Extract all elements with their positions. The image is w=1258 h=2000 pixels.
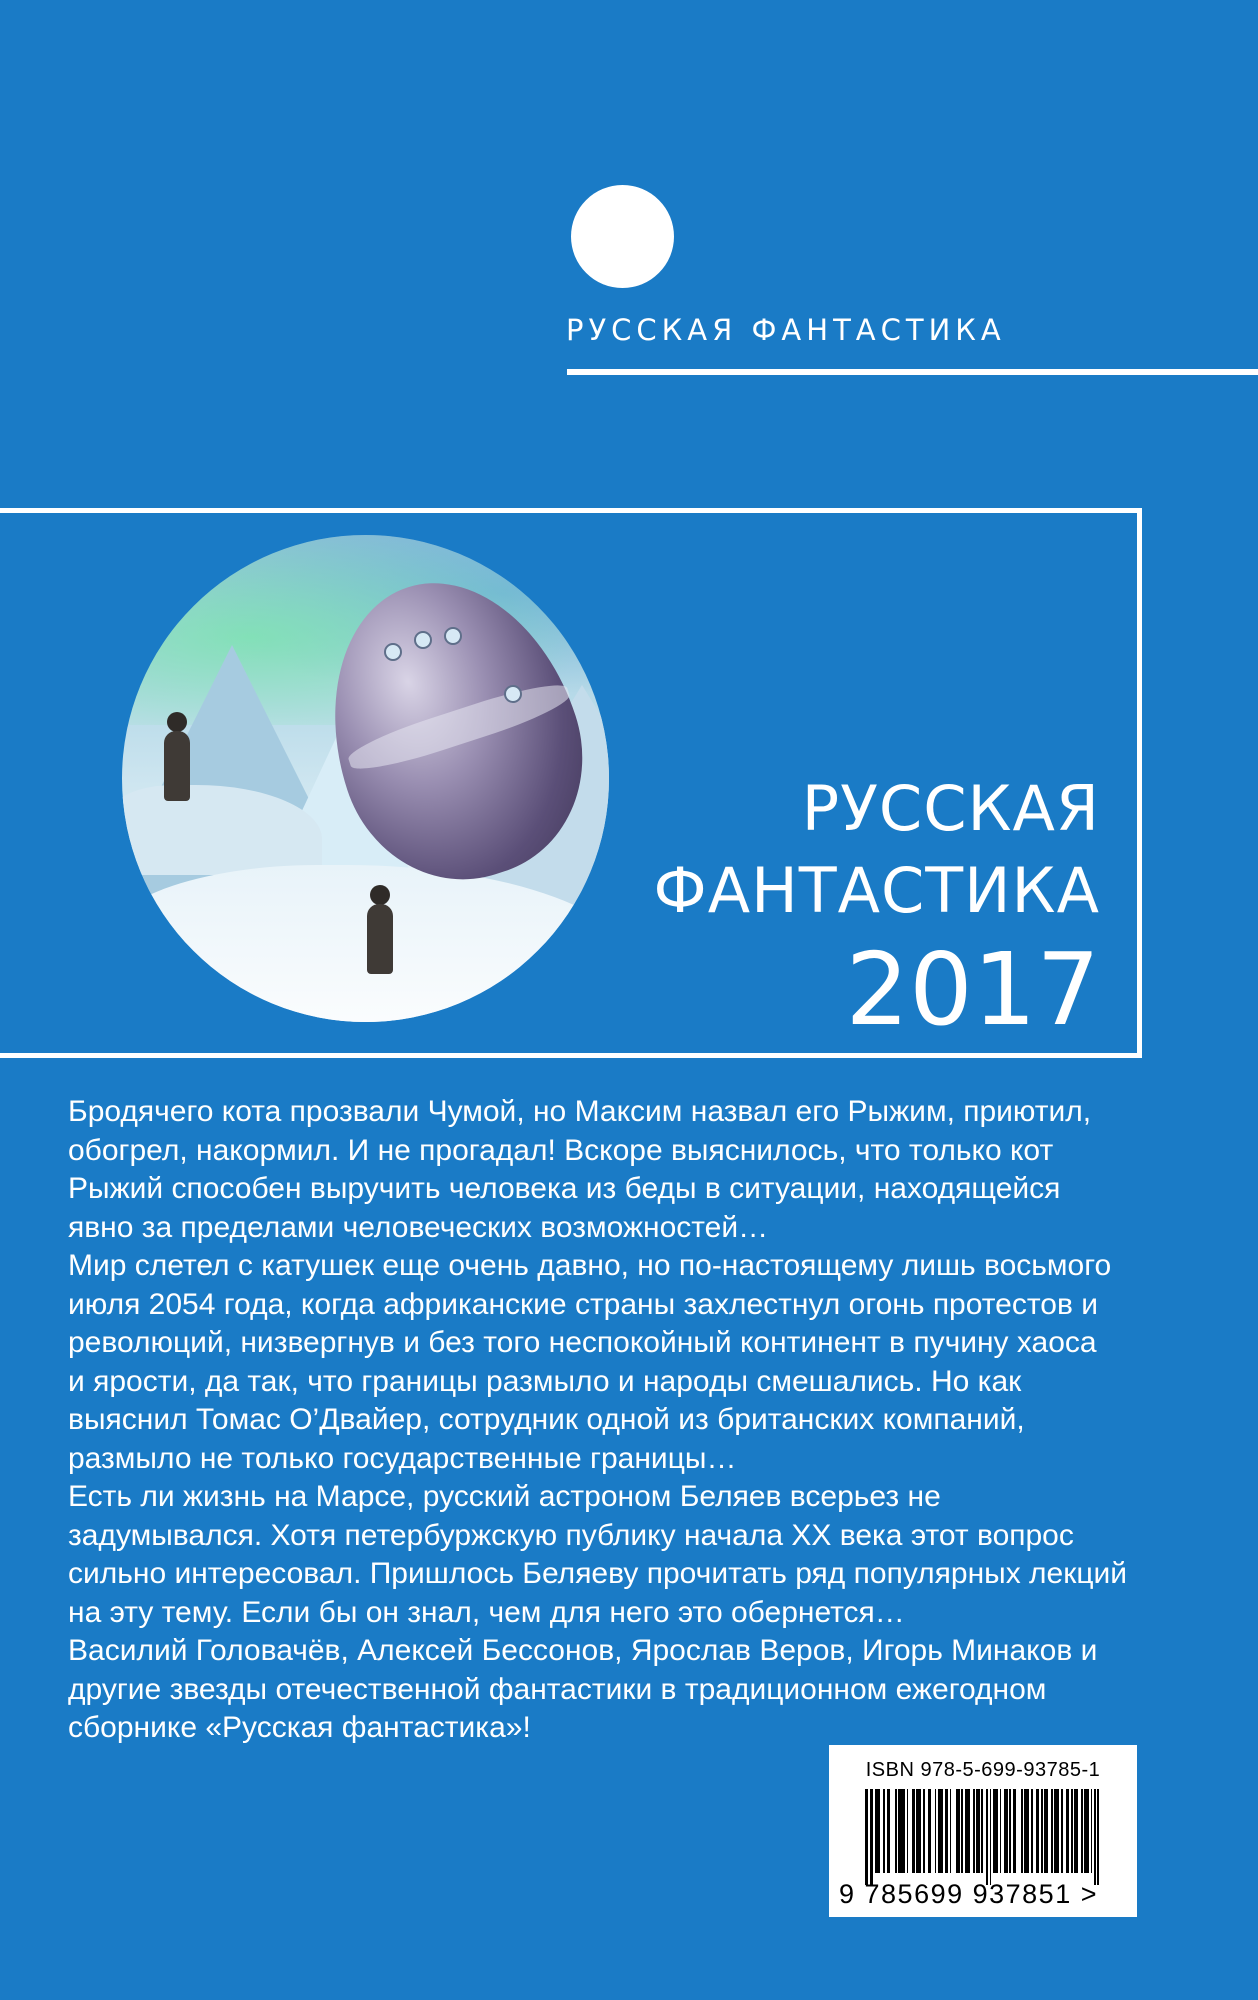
- explorer-figure: [164, 731, 190, 801]
- ship-light: [444, 627, 462, 645]
- explorer-figure: [367, 904, 393, 974]
- explorer-figure-head: [370, 885, 390, 905]
- blurb-line: Василий Головачёв, Алексей Бессонов, Ярослав Веров, Игорь Минаков и: [68, 1634, 1098, 1667]
- blurb-line: Есть ли жизнь на Марсе, русский астроном Беляев всерьез не: [68, 1480, 941, 1513]
- ship-light: [384, 643, 402, 661]
- blurb-line: сильно интересовал. Пришлось Беляеву прочитать ряд популярных лекций: [68, 1557, 1128, 1590]
- blurb-line: размыло не только государственные границы…: [68, 1441, 737, 1475]
- series-label: РУССКАЯ ФАНТАСТИКА: [566, 313, 1006, 347]
- blurb-line: задумывался. Хотя петербуржскую публику начала XX века этот вопрос: [68, 1518, 1074, 1552]
- blurb-line: и ярости, да так, что границы размыло и народы смешались. Но как: [68, 1364, 1022, 1398]
- blurb-line: Мир слетел с катушек еще очень давно, но по-настоящему лишь восьмого: [68, 1249, 1112, 1282]
- isbn-label: ISBN 978-5-699-93785-1: [865, 1759, 1101, 1781]
- barcode-bars: [865, 1789, 1101, 1881]
- isbn-digits: 9 785699 937851 >: [839, 1879, 1098, 1909]
- series-divider: [567, 369, 1258, 375]
- series-logo-dot: [571, 185, 674, 288]
- ship-light: [504, 685, 522, 703]
- isbn-barcode-box: [829, 1745, 1137, 1917]
- title-year: 2017: [845, 931, 1100, 1048]
- cover-illustration: [122, 535, 609, 1022]
- blurb-line: обогрел, накормил. И не прогадал! Вскоре выяснилось, что только кот: [68, 1133, 1054, 1167]
- barcode-gap: [1099, 1789, 1101, 1873]
- blurb-text: [68, 1093, 1148, 1748]
- blurb-line: сборнике «Русская фантастика»!: [68, 1711, 531, 1744]
- blurb-line: на эту тему. Если бы он знал, чем для него это обернется…: [68, 1595, 905, 1629]
- book-title: [653, 768, 1100, 1048]
- title-line-2: ФАНТАСТИКА: [653, 854, 1100, 927]
- barcode-stripe: [898, 1789, 905, 1873]
- explorer-figure-head: [167, 712, 187, 732]
- blurb-line: выяснил Томас О’Двайер, сотрудник одной из британских компаний,: [68, 1403, 1025, 1436]
- blurb-line: Рыжий способен выручить человека из беды в ситуации, находящейся: [68, 1172, 1061, 1205]
- blurb-line: Бродячего кота прозвали Чумой, но Максим назвал его Рыжим, приютил,: [68, 1095, 1092, 1128]
- ship-light: [414, 631, 432, 649]
- title-line-1: РУССКАЯ: [801, 772, 1100, 845]
- blurb-line: явно за пределами человеческих возможностей…: [68, 1210, 769, 1244]
- blurb-line: июля 2054 года, когда африканские страны захлестнул огонь протестов и: [68, 1287, 1098, 1321]
- blurb-line: другие звезды отечественной фантастики в традиционном ежегодном: [68, 1672, 1047, 1706]
- blurb-line: революций, низвергнув и без того неспокойный континент в пучину хаоса: [68, 1326, 1097, 1359]
